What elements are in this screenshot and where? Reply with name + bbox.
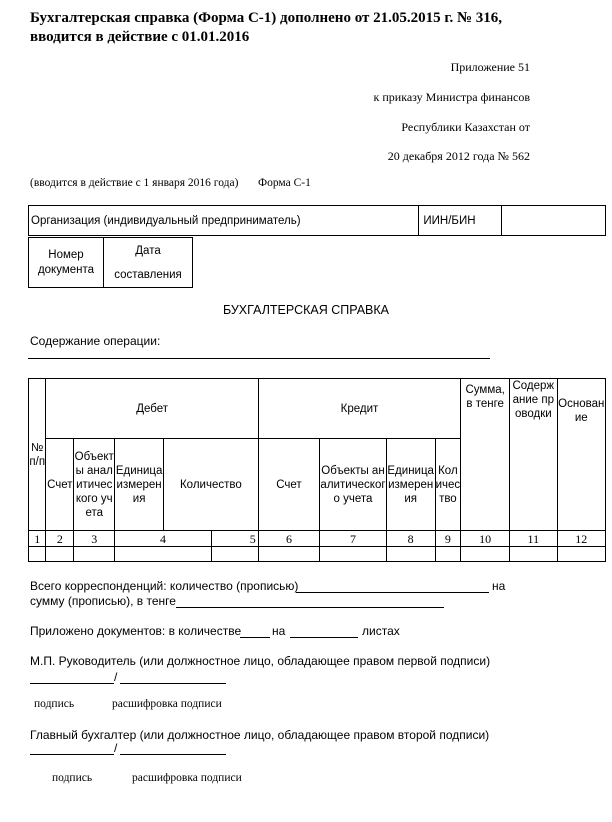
head-decoding-line xyxy=(120,683,226,684)
credit-account-header: Счет xyxy=(258,439,319,531)
signature-caption-2: подпись xyxy=(52,772,93,784)
appendix-line-2: к приказу Министра финансов xyxy=(373,90,530,104)
document-title: БУХГАЛТЕРСКАЯ СПРАВКА xyxy=(222,303,390,317)
form-label: Форма С-1 xyxy=(258,177,311,189)
head-signature-line xyxy=(30,683,114,684)
decoding-caption: расшифровка подписи xyxy=(112,698,222,710)
column-number: 8 xyxy=(386,531,435,547)
operation-label: Содержание операции: xyxy=(30,334,161,348)
appendix-line-4: 20 декабря 2012 года № 562 xyxy=(387,149,530,163)
table-row xyxy=(29,547,606,562)
correspondence-label: Всего корреспонденций: количество (прописью) xyxy=(30,579,299,593)
credit-unit-header: Единица измерения xyxy=(386,439,435,531)
column-numbers-row xyxy=(29,531,606,547)
slash-2: / xyxy=(114,741,118,755)
correspondence-line xyxy=(296,592,489,593)
entries-table xyxy=(28,378,606,562)
debit-qty-header: Количество xyxy=(163,439,258,531)
column-number: 2 xyxy=(46,531,74,547)
decoding-caption-2: расшифровка подписи xyxy=(132,772,242,784)
head-sign-label: М.П. Руководитель (или должностное лицо, обладающее правом первой подписи) xyxy=(30,654,491,668)
operation-line xyxy=(28,358,490,359)
chief-decoding-line xyxy=(120,754,226,755)
sum-header: Сумма, в тенге xyxy=(461,379,510,531)
column-number: 6 xyxy=(258,531,319,547)
sum-line xyxy=(176,607,444,608)
iin-label: ИИН/БИН xyxy=(419,206,502,236)
column-number: 10 xyxy=(461,531,510,547)
org-label: Организация (индивидуальный предприниматель) xyxy=(29,206,419,236)
document-number-label: Номер документа xyxy=(29,238,104,288)
entry-content-header: Содержание проводки xyxy=(510,379,557,531)
title-line-2: вводится в действие с 01.01.2016 xyxy=(30,29,250,45)
column-number: 3 xyxy=(74,531,115,547)
page-title xyxy=(30,9,590,47)
credit-objects-header: Объекты аналитического учета xyxy=(320,439,387,531)
attached-sheets-line xyxy=(290,637,358,638)
attached-label: Приложено документов: в количестве xyxy=(30,624,242,638)
correspondence-on: на xyxy=(492,579,506,593)
document-date-label: Дата составления xyxy=(104,238,193,288)
column-number: 11 xyxy=(510,531,557,547)
signature-caption: подпись xyxy=(34,698,75,710)
attached-on: на xyxy=(272,624,286,638)
debit-account-header: Счет xyxy=(46,439,74,531)
chief-signature-line xyxy=(30,754,114,755)
organization-table xyxy=(28,205,606,236)
column-number: 4 xyxy=(115,531,212,547)
chief-sign-label: Главный бухгалтер (или должностное лицо, обладающее правом второй подписи) xyxy=(30,728,490,742)
effective-note: (вводится в действие с 1 января 2016 года) xyxy=(30,177,239,189)
credit-qty-header: Количество xyxy=(435,439,461,531)
column-number: 7 xyxy=(320,531,387,547)
col-number-header: № п/п xyxy=(29,379,46,531)
column-number: 12 xyxy=(557,531,605,547)
basis-header: Основание xyxy=(557,379,605,531)
debit-unit-header: Единица измерения xyxy=(115,439,164,531)
document-number-table xyxy=(28,237,193,288)
title-line-1: Бухгалтерская справка (Форма С-1) дополнено от 21.05.2015 г. № 316, xyxy=(30,10,503,26)
slash-1: / xyxy=(114,670,118,684)
iin-value xyxy=(501,206,605,236)
sum-label: сумму (прописью), в тенге xyxy=(30,594,176,608)
appendix-line-3: Республики Казахстан от xyxy=(401,120,530,134)
debit-objects-header: Объекты аналитического учета xyxy=(74,439,115,531)
debit-header: Дебет xyxy=(46,379,258,439)
credit-header: Кредит xyxy=(258,379,460,439)
appendix-line-1: Приложение 51 xyxy=(450,60,530,74)
attached-count-line xyxy=(240,637,270,638)
sheets-label: листах xyxy=(362,624,400,638)
column-number: 9 xyxy=(435,531,461,547)
column-number: 1 xyxy=(29,531,46,547)
column-number: 5 xyxy=(211,531,258,547)
